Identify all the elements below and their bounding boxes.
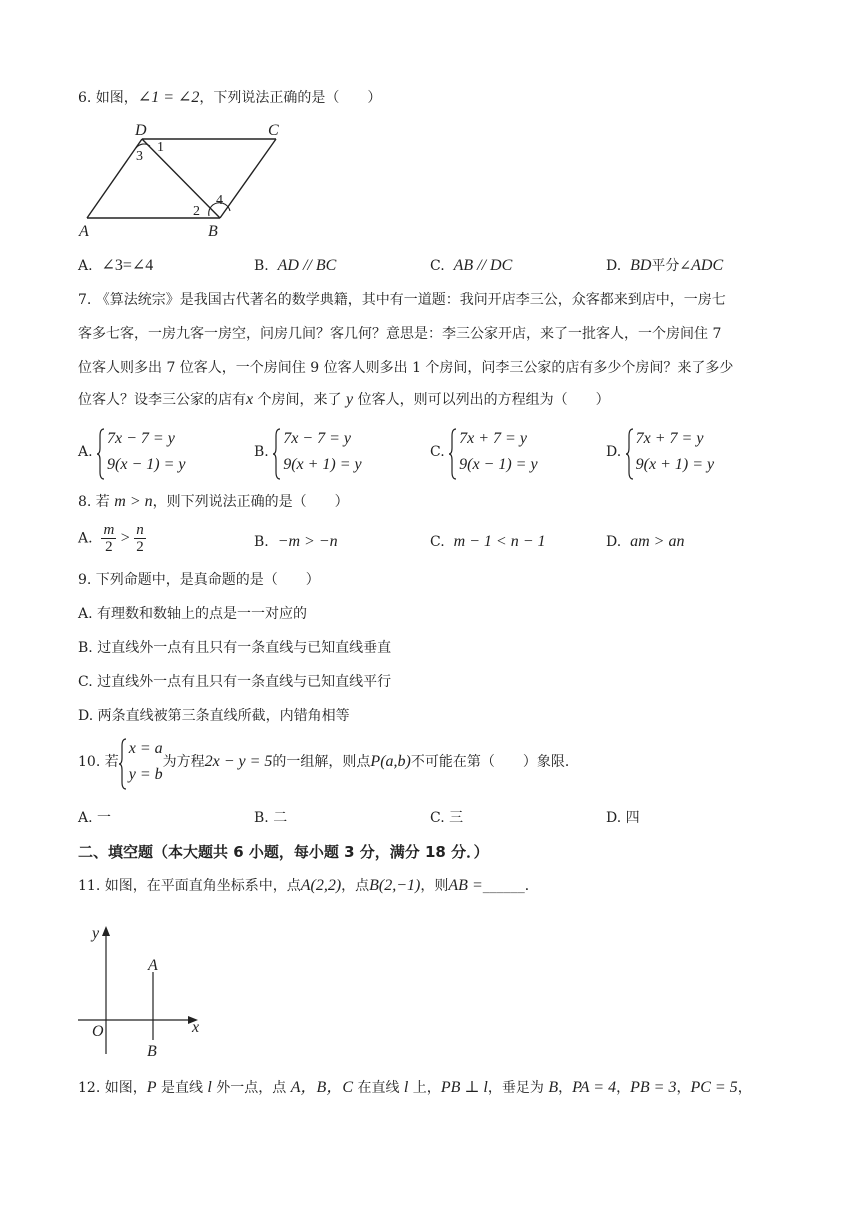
q6-option-c: C. AB // DC	[430, 257, 513, 274]
q7-option-b: B. 7x − 7 = y 9(x + 1) = y	[254, 426, 362, 478]
q6-angle-1: 1	[157, 140, 164, 155]
q6-stem	[78, 88, 381, 108]
q10-option-d: D. 四	[606, 810, 640, 826]
q6-label-A: A	[79, 223, 89, 240]
q6-stem-post: ，下列说法正确的是（ ）	[199, 90, 382, 106]
q7-line-4: 位客人？设李三公家的店有x 个房间，来了 y 位客人，则可以列出的方程组为（ ）	[78, 391, 610, 408]
q7-option-d-system: 7x + 7 = y 9(x + 1) = y	[626, 426, 714, 478]
q10-stem: 10. 若 x = a y = b 为方程2x − y = 5的一组解，则点P(a,b)不可能在第（ ）象限．	[78, 736, 579, 790]
q8-stem: 8. 若 m > n，则下列说法正确的是（ ）	[78, 493, 349, 510]
q11-coordinate-figure	[78, 922, 218, 1060]
q6-option-d: D. BD平分∠ADC	[606, 257, 724, 274]
q8-option-b: B. −m > −n	[254, 533, 338, 550]
q8-option-a: A. $\frac{m}{2}$ > $\frac{n}{2}$	[78, 522, 144, 555]
q6-label-D: D	[135, 122, 147, 139]
q8-fraction-m: $\frac{m}{2}$	[103, 522, 115, 555]
q11-axis-x: x	[192, 1019, 200, 1036]
q9-option-c: C. 过直线外一点有且只有一条直线与已知直线平行	[78, 674, 392, 690]
q7-option-b-system: 7x − 7 = y 9(x + 1) = y	[273, 426, 361, 478]
q7-option-c-system: 7x + 7 = y 9(x − 1) = y	[449, 426, 537, 478]
q6-label-B: B	[208, 223, 218, 240]
q9-option-d: D. 两条直线被第三条直线所截，内错角相等	[78, 708, 350, 724]
q12-stem: 12. 如图，P 是直线 l 外一点，点 A，B，C 在直线 l 上，PB ⊥ l，垂足为 B，PA = 4，PB = 3，PC = 5，	[78, 1079, 752, 1096]
q6-stem-pre: 6. 如图，	[78, 90, 138, 106]
brace-icon	[449, 428, 457, 480]
q11-answer-blank[interactable]: ______	[482, 878, 525, 894]
q6-parallelogram-figure	[78, 118, 298, 240]
q10-option-a: A. 一	[78, 810, 112, 826]
q11-stem: 11. 如图，在平面直角坐标系中，点A(2,2)，点B(2,−1)，则AB =______．	[78, 877, 539, 894]
q11-point-B: B	[147, 1043, 157, 1060]
q9-option-a: A. 有理数和数轴上的点是一一对应的	[78, 606, 308, 622]
q6-angle-3: 3	[136, 149, 143, 164]
q11-axis-y: y	[92, 925, 100, 942]
section-title-fill-in: 二、填空题（本大题共 6 小题，每小题 3 分，满分 18 分．）	[78, 843, 489, 861]
q7-option-d: D. 7x + 7 = y 9(x + 1) = y	[606, 426, 714, 478]
q6-option-b: B. AD // BC	[254, 257, 337, 274]
q7-line-3: 位客人则多出 7 位客人，一个房间住 9 位客人则多出 1 个房间，问李三公家的店有多少个房间？来了多少	[78, 360, 734, 376]
brace-icon	[626, 428, 634, 480]
q6-angle-2: 2	[193, 204, 200, 219]
q11-point-A: A	[148, 957, 158, 974]
q8-fraction-n: $\frac{n}{2}$	[136, 522, 144, 555]
q6-angle-4: 4	[216, 193, 223, 208]
q10-system: x = a y = b	[119, 736, 163, 788]
q7-line-2: 客多七客，一房九客一房空，问房几间？客几何？意思是：李三公家开店，来了一批客人，一个房间住 7	[78, 326, 722, 342]
q8-option-c: C. m − 1 < n − 1	[430, 533, 546, 550]
q10-option-b: B. 二	[254, 810, 288, 826]
q6-option-a: A. ∠3=∠4	[78, 257, 154, 274]
brace-icon	[97, 428, 105, 480]
q9-option-b: B. 过直线外一点有且只有一条直线与已知直线垂直	[78, 640, 392, 656]
brace-icon	[119, 738, 127, 790]
brace-icon	[273, 428, 281, 480]
q8-option-d: D. am > an	[606, 533, 685, 550]
q7-option-a-system: 7x − 7 = y 9(x − 1) = y	[97, 426, 185, 478]
q7-line-1: 7. 《算法统宗》是我国古代著名的数学典籍，其中有一道题：我问开店李三公，众客都来到店中，一房七	[78, 292, 726, 308]
q10-option-c: C. 三	[430, 810, 464, 826]
q9-stem: 9. 下列命题中，是真命题的是（ ）	[78, 572, 320, 588]
q7-option-c: C. 7x + 7 = y 9(x − 1) = y	[430, 426, 538, 478]
q6-stem-math: ∠1 = ∠2	[137, 89, 200, 106]
q11-origin: O	[92, 1023, 104, 1040]
q6-label-C: C	[268, 122, 279, 139]
q7-option-a: A. 7x − 7 = y 9(x − 1) = y	[78, 426, 185, 478]
